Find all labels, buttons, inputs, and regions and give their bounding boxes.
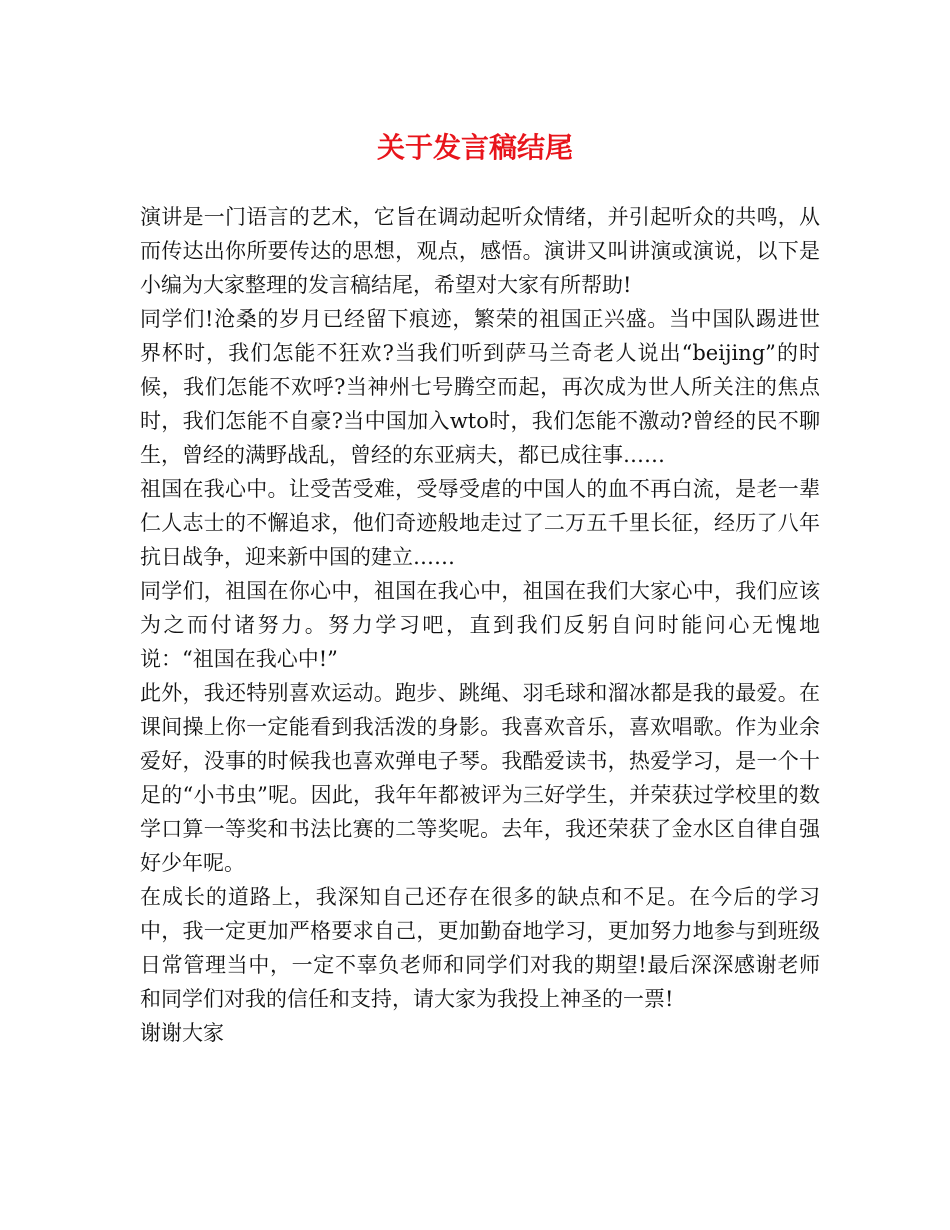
paragraph-intro: 演讲是一门语言的艺术，它旨在调动起听众情绪，并引起听众的共鸣，从而传达出你所要传达的思想，观点，感悟。演讲又叫讲演或演说，以下是小编为大家整理的发言稿结尾，希望对大家有所帮助!: [140, 205, 820, 297]
document-body: [140, 200, 820, 1050]
paragraph-growth: 在成长的道路上，我深知自己还存在很多的缺点和不足。在今后的学习中，我一定更加严格要求自己，更加勤奋地学习，更加努力地参与到班级日常管理当中，一定不辜负老师和同学们对我的期望!最后深深感谢老师和同学们对我的信任和支持，请大家为我投上神圣的一票!: [140, 885, 820, 1011]
paragraph-hobbies: 此外，我还特别喜欢运动。跑步、跳绳、羽毛球和溜冰都是我的最爱。在课间操上你一定能看到我活泼的身影。我喜欢音乐，喜欢唱歌。作为业余爱好，没事的时候我也喜欢弹电子琴。我酷爱读书，热爱学习，是一个十足的“小书虫”呢。因此，我年年都被评为三好学生，并荣获过学校里的数学口算一等奖和书法比赛的二等奖呢。去年，我还荣获了金水区自律自强好少年呢。: [140, 681, 820, 875]
paragraph-motherland: 祖国在我心中。让受苦受难，受辱受虐的中国人的血不再白流，是老一辈仁人志士的不懈追求，他们奇迹般地走过了二万五千里长征，经历了八年抗日战争，迎来新中国的建立……: [140, 477, 820, 569]
paragraph-classmates: 同学们!沧桑的岁月已经留下痕迹，繁荣的祖国正兴盛。当中国队踢进世界杯时，我们怎能不狂欢?当我们听到萨马兰奇老人说出“beijing”的时候，我们怎能不欢呼?当神州七号腾空而起，再次成为世人所关注的焦点时，我们怎能不自豪?当中国加入wto时，我们怎能不激动?曾经的民不聊生，曾经的满野战乱，曾经的东亚病夫，都已成往事……: [140, 307, 820, 467]
document-title: 关于发言稿结尾: [376, 131, 573, 164]
paragraph-effort: 同学们，祖国在你心中，祖国在我心中，祖国在我们大家心中，我们应该为之而付诸努力。努力学习吧，直到我们反躬自问时能问心无愧地说：“祖国在我心中!”: [140, 579, 820, 671]
paragraph-closing: 谢谢大家: [140, 1021, 224, 1045]
